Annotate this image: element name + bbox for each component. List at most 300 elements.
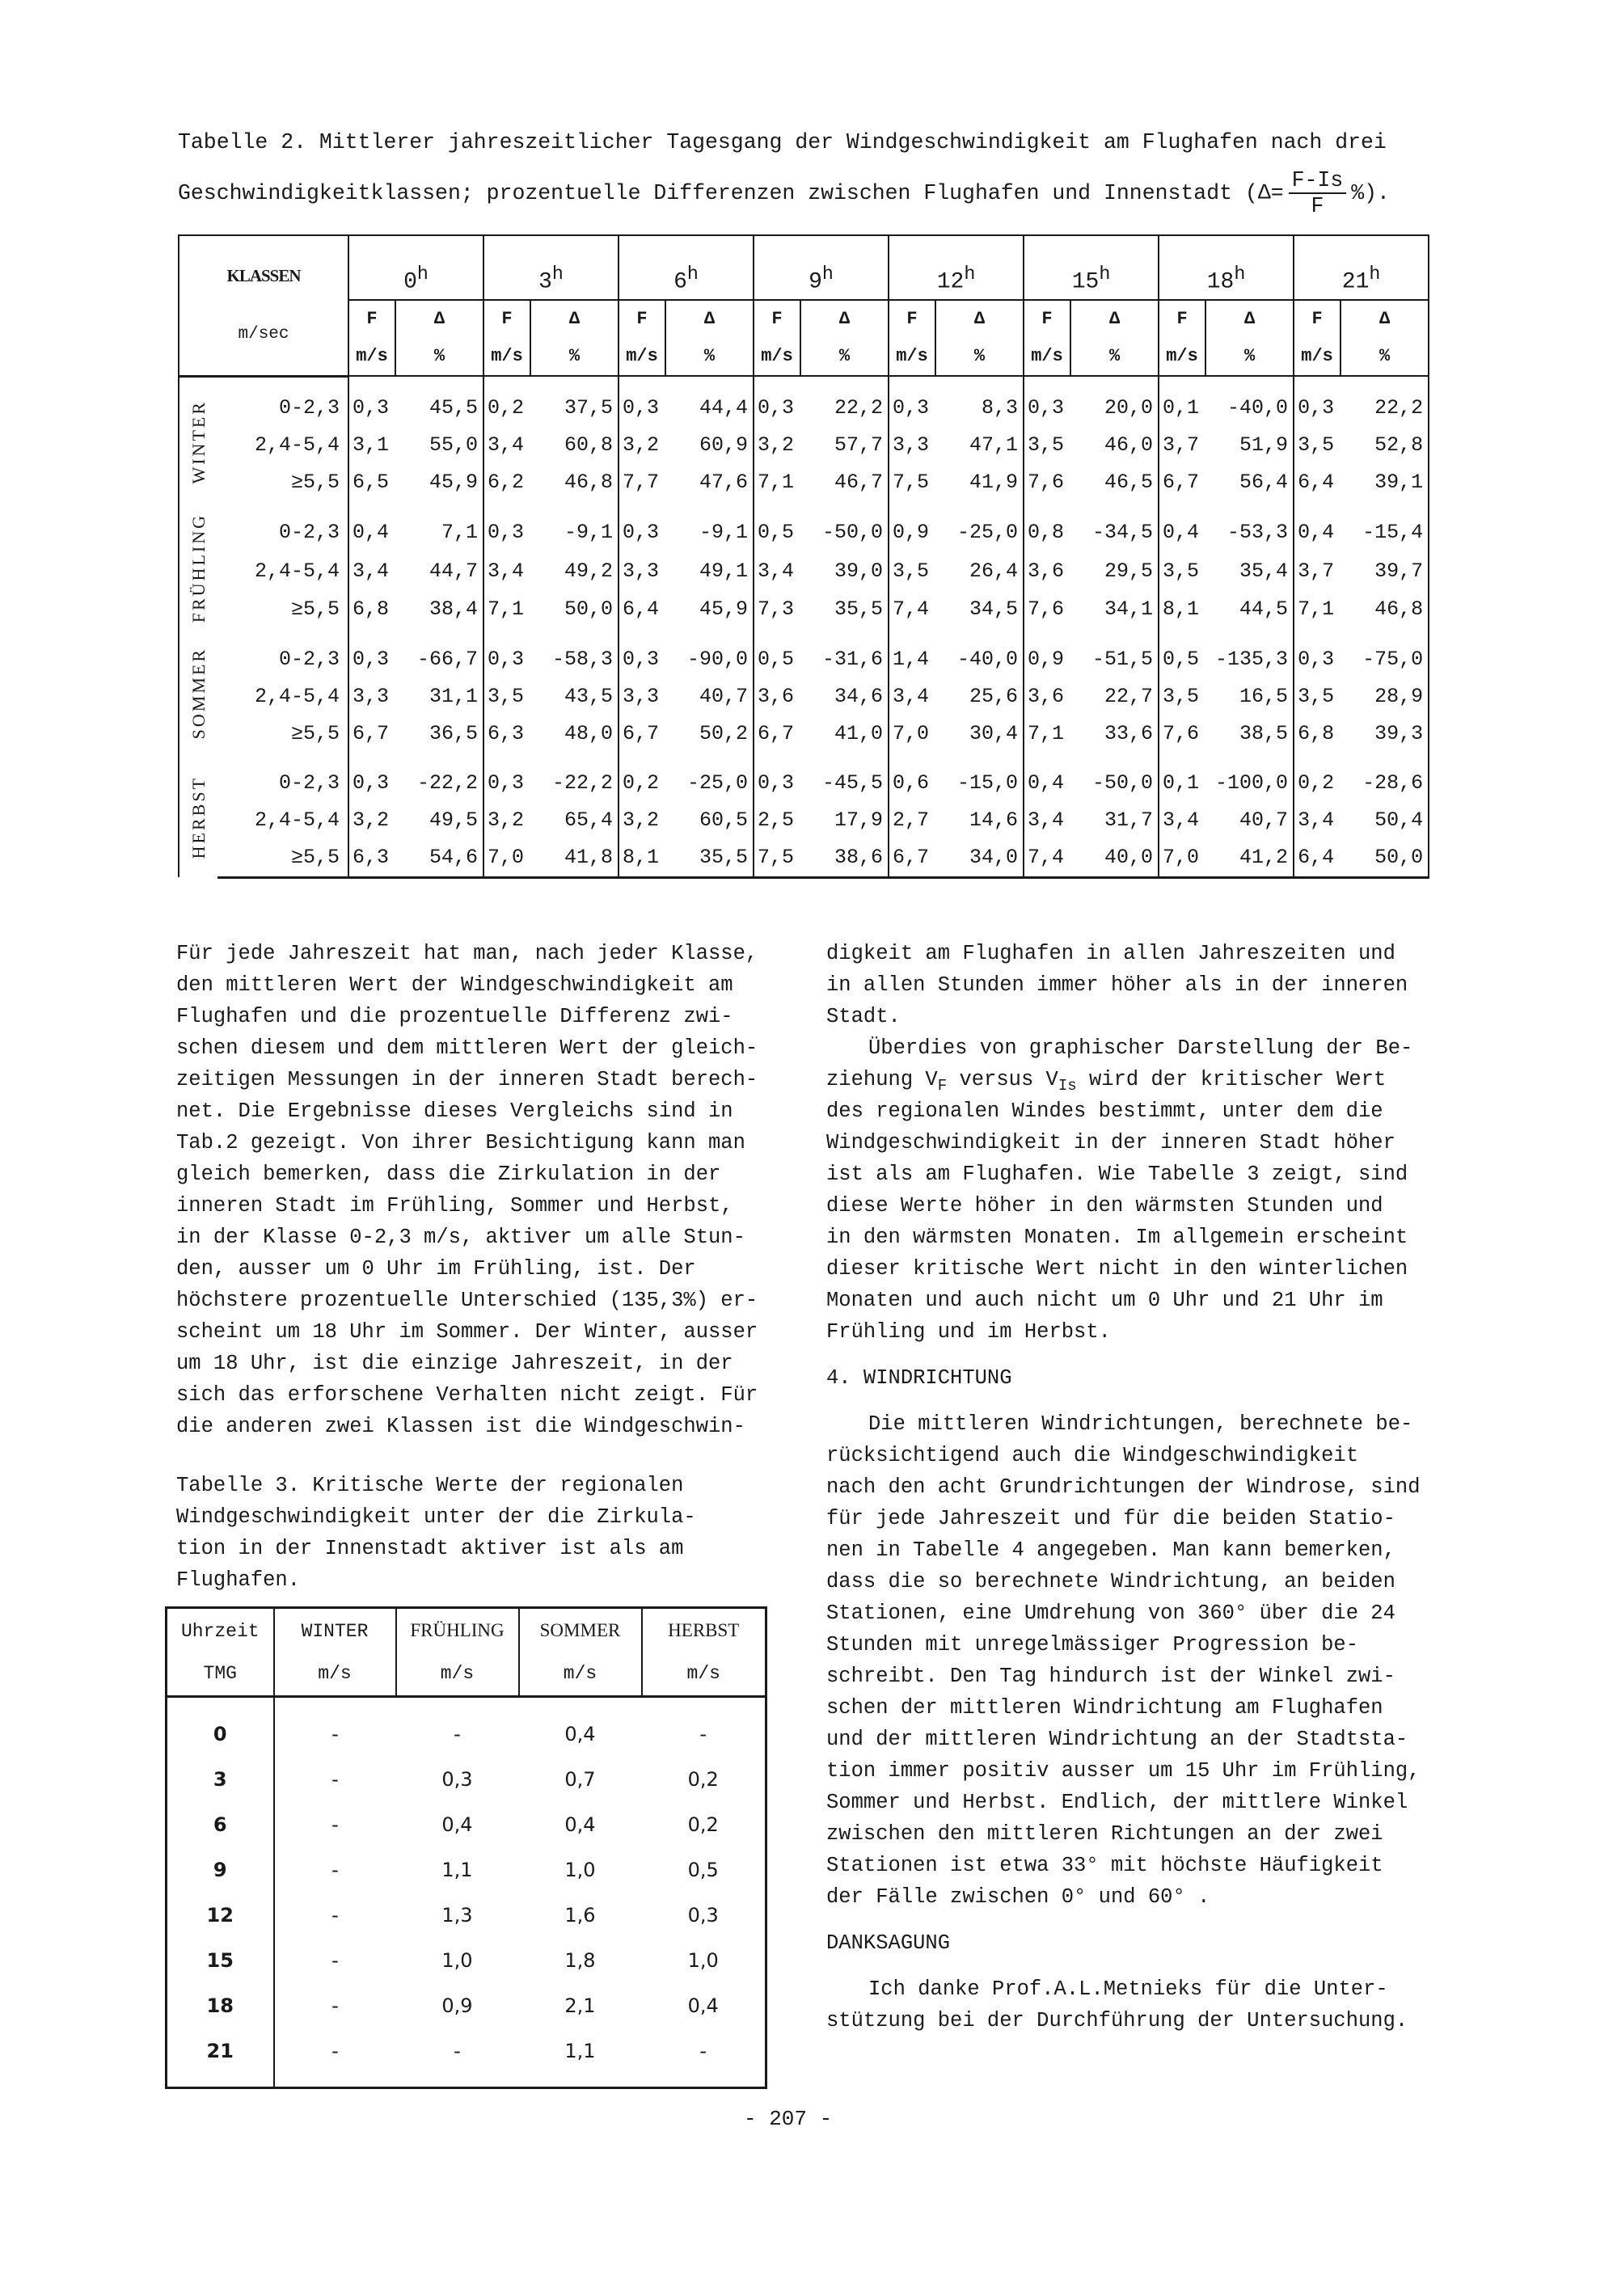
f-value: 7,6	[1159, 715, 1205, 753]
table-row	[167, 1847, 766, 1893]
f-value: 7,5	[754, 839, 800, 878]
f-value: 0,6	[889, 765, 935, 802]
f-value: 0,5	[754, 513, 800, 552]
table-row	[179, 641, 1429, 678]
value-cell: -	[454, 2040, 461, 2062]
f-label: F	[501, 309, 513, 329]
delta-value: 8,3	[982, 396, 1019, 420]
section-heading-windrichtung: 4. WINDRICHTUNG	[826, 1366, 1012, 1390]
delta-value: 31,7	[1104, 808, 1154, 833]
delta-value: 47,1	[969, 433, 1019, 457]
f-label: F	[906, 309, 918, 329]
f-value: 6,7	[348, 715, 395, 753]
season-label: WINTER	[188, 399, 209, 484]
hour-header	[1024, 235, 1159, 300]
text-line: diese Werte höher in den wärmsten Stunden und	[826, 1194, 1383, 1218]
delta-value: 20,0	[1104, 396, 1154, 420]
f-value: 3,4	[1024, 802, 1070, 839]
text-line: Tabelle 3. Kritische Werte der regionalen	[176, 1474, 684, 1497]
table-row	[167, 2028, 766, 2074]
value-cell: 1,1	[441, 1859, 473, 1881]
klasse-cell: ≥5,5	[291, 597, 340, 622]
f-unit: m/s	[896, 346, 928, 366]
f-value: 3,2	[619, 802, 665, 839]
table-row	[167, 1802, 766, 1847]
delta-value: 22,2	[1340, 390, 1429, 427]
delta-label: Δ	[703, 309, 716, 329]
f-value: 7,0	[483, 839, 530, 878]
klasse-cell: 0-2,3	[279, 771, 340, 796]
delta-value: 40,7	[1239, 808, 1289, 833]
value-cell: 1,0	[564, 1859, 596, 1881]
table2-caption-line1: Tabelle 2. Mittlerer jahreszeitlicher Tagesgang der Windgeschwindigkeit am Flughafen nach drei	[178, 130, 1387, 154]
delta-value: 22,7	[1104, 685, 1154, 709]
table2-caption-line2	[178, 168, 1390, 218]
text-line: in den wärmsten Monaten. Im allgemein erscheint	[826, 1226, 1408, 1249]
text-line: gleich bemerken, dass die Zirkulation in der	[176, 1163, 721, 1186]
text-line: den mittleren Wert der Windgeschwindigkeit am	[176, 973, 733, 997]
delta-value: -45,5	[822, 771, 884, 796]
f-value: 3,6	[754, 678, 800, 715]
text-line: des regionalen Windes bestimmt, unter dem die	[826, 1099, 1383, 1123]
delta-label: Δ	[1108, 309, 1121, 329]
delta-value: 35,5	[834, 597, 884, 622]
table3-header	[274, 1608, 396, 1697]
value-cell: -	[331, 1768, 339, 1791]
value-cell: 0,2	[687, 1768, 719, 1791]
f-value: 3,3	[619, 551, 665, 590]
time-cell: 21	[167, 2028, 274, 2074]
delta-formula	[1289, 168, 1347, 218]
value-cell: -	[331, 1904, 339, 1927]
delta-value: -100,0	[1215, 771, 1289, 796]
delta-value: -51,5	[1092, 648, 1154, 672]
delta-value: 48,0	[564, 722, 614, 746]
text-line: Frühling und im Herbst.	[826, 1320, 1111, 1344]
delta-value: 28,9	[1340, 678, 1429, 715]
f-unit: m/s	[1301, 346, 1333, 366]
right-paragraph-3	[826, 1408, 1421, 1913]
f-value: 3,4	[348, 551, 395, 590]
delta-value: 39,3	[1340, 715, 1429, 753]
delta-value: 7,1	[441, 520, 479, 544]
f-value: 6,7	[1159, 464, 1205, 501]
f-value: 0,3	[483, 765, 530, 802]
delta-value: 14,6	[969, 808, 1019, 833]
delta-unit: %	[703, 346, 716, 366]
f-value: 8,1	[619, 839, 665, 878]
table-row	[179, 464, 1429, 501]
f-value: 7,0	[889, 715, 935, 753]
f-value: 6,3	[348, 839, 395, 878]
f-value: 3,6	[1024, 551, 1070, 590]
delta-label: Δ	[433, 309, 445, 329]
delta-value: 65,4	[564, 808, 614, 833]
delta-value: 50,0	[564, 597, 614, 622]
f-value: 3,5	[1159, 678, 1205, 715]
f-value: 0,3	[619, 641, 665, 678]
text-line: dass die so berechnete Windrichtung, an beiden	[826, 1570, 1395, 1593]
f-value: 6,8	[1294, 715, 1340, 753]
table2-wind-speed	[178, 234, 1429, 879]
delta-value: 41,2	[1205, 839, 1294, 878]
f-value: 0,2	[619, 765, 665, 802]
f-value: 6,7	[889, 839, 935, 878]
delta-value: 50,0	[1340, 839, 1429, 878]
value-cell: 1,1	[564, 2040, 596, 2062]
season-label-cell	[179, 513, 217, 629]
f-value: 0,3	[348, 641, 395, 678]
text-line: Die mittleren Windrichtungen, berechnete be-	[868, 1412, 1413, 1436]
value-cell: 0,4	[564, 1723, 596, 1745]
time-cell: 15	[167, 1938, 274, 1983]
delta-label: Δ	[838, 309, 851, 329]
hour-value: 18	[1206, 269, 1235, 294]
f-unit: m/s	[491, 346, 523, 366]
f-value: 0,3	[619, 513, 665, 552]
delta-value: -25,0	[957, 520, 1019, 544]
delta-value: 49,5	[429, 808, 479, 833]
hour-header	[1294, 235, 1429, 300]
hour-value: 9	[808, 269, 822, 294]
header-bottom: m/s	[563, 1663, 597, 1684]
delta-value: -40,0	[957, 648, 1019, 672]
table-row	[167, 1757, 766, 1802]
f-unit: m/s	[1031, 346, 1063, 366]
hour-header	[1159, 235, 1294, 300]
delta-value: 30,4	[969, 722, 1019, 746]
delta-value: 49,2	[564, 559, 614, 583]
value-cell: -	[699, 1723, 707, 1745]
delta-value: 26,4	[969, 559, 1019, 583]
delta-value: 39,7	[1340, 551, 1429, 590]
text-line: nen in Tabelle 4 angegeben. Man kann bemerken,	[826, 1538, 1395, 1562]
delta-value: 46,5	[1104, 471, 1154, 494]
delta-value: 55,0	[429, 433, 479, 457]
table2-caption-text: Geschwindigkeitklassen; prozentuelle Differenzen zwischen Flughafen und Innenstadt (Δ=	[178, 181, 1284, 205]
delta-unit: %	[568, 346, 581, 366]
text-line: ist als am Flughafen. Wie Tabelle 3 zeigt, sind	[826, 1163, 1408, 1186]
f-value: 3,5	[1294, 427, 1340, 464]
hour-header	[348, 235, 483, 300]
delta-unit: %	[433, 346, 445, 366]
text-line: zwischen den mittleren Richtungen an der zwei	[826, 1822, 1383, 1846]
text-line: Windgeschwindigkeit in der inneren Stadt höher	[826, 1131, 1395, 1154]
f-unit: m/s	[761, 346, 793, 366]
value-cell: -	[331, 1813, 339, 1836]
klasse-cell: 2,4-5,4	[254, 808, 340, 833]
f-value: 3,3	[889, 427, 935, 464]
f-value: 1,4	[889, 641, 935, 678]
page-number: - 207 -	[744, 2107, 833, 2131]
table-row	[179, 551, 1429, 590]
text-line: den, ausser um 0 Uhr im Frühling, ist. Der	[176, 1257, 696, 1281]
hour-sup: h	[1099, 264, 1111, 285]
text-line: schen der mittleren Windrichtung am Flughafen	[826, 1696, 1383, 1720]
value-cell: 0,4	[564, 1813, 596, 1836]
time-cell: 12	[167, 1893, 274, 1938]
f-value: 0,5	[754, 641, 800, 678]
delta-value: -22,2	[552, 771, 614, 796]
delta-subheader	[935, 300, 1024, 376]
f-value: 7,4	[889, 590, 935, 629]
f-value: 6,4	[619, 590, 665, 629]
table-row	[179, 715, 1429, 753]
right-paragraph-2-vline	[826, 1064, 1421, 1095]
f-subheader	[1294, 300, 1340, 376]
value-cell: 0,4	[441, 1813, 473, 1836]
text-line: scheint um 18 Uhr im Sommer. Der Winter, ausser	[176, 1320, 758, 1344]
text-line: in allen Stunden immer höher als in der inneren	[826, 973, 1408, 997]
delta-value: 39,0	[834, 559, 884, 583]
f-value: 6,4	[1294, 464, 1340, 501]
f-value: 3,2	[754, 427, 800, 464]
delta-value: 29,5	[1104, 559, 1154, 583]
text-line: sich das erforschene Verhalten nicht zeigt. Für	[176, 1383, 758, 1407]
delta-unit: %	[1243, 346, 1256, 366]
hour-header	[754, 235, 889, 300]
delta-value: 57,7	[834, 433, 884, 457]
f-subheader	[1024, 300, 1070, 376]
f-label: F	[1041, 309, 1053, 329]
right-paragraph-2-first-line: Überdies von graphischer Darstellung der Be-	[868, 1036, 1413, 1060]
delta-value: 60,9	[699, 433, 749, 457]
time-cell: 18	[167, 1983, 274, 2028]
f-value: 3,4	[889, 678, 935, 715]
text-line: Ich danke Prof.A.L.Metnieks für die Unter-	[868, 1977, 1388, 2001]
f-value: 7,1	[754, 464, 800, 501]
f-value: 0,8	[1024, 513, 1070, 552]
delta-value: 46,0	[1104, 433, 1154, 457]
delta-value: 36,5	[429, 722, 479, 746]
delta-value: 16,5	[1239, 685, 1289, 709]
f-value: 0,1	[1159, 390, 1205, 427]
f-unit: m/s	[1166, 346, 1198, 366]
text: wird der kritischer Wert	[1076, 1068, 1387, 1091]
delta-value: 37,5	[564, 396, 614, 420]
delta-value: -90,0	[687, 648, 749, 672]
delta-subheader	[395, 300, 483, 376]
f-value: 3,7	[1159, 427, 1205, 464]
f-value: 0,3	[619, 390, 665, 427]
time-cell: 6	[167, 1802, 274, 1847]
f-value: 7,5	[889, 464, 935, 501]
table-row	[179, 513, 1429, 552]
delta-value: -9,1	[564, 520, 614, 544]
f-unit: m/s	[626, 346, 658, 366]
value-cell: -	[699, 2040, 707, 2062]
hour-header	[619, 235, 754, 300]
season-label: HERBST	[188, 776, 209, 859]
delta-value: -15,0	[957, 771, 1019, 796]
f-value: 0,4	[1294, 513, 1340, 552]
f-value: 0,3	[754, 390, 800, 427]
f-value: 3,2	[619, 427, 665, 464]
f-value: 3,4	[483, 551, 530, 590]
klasse-cell: 2,4-5,4	[254, 433, 340, 457]
delta-value: 34,5	[969, 597, 1019, 622]
delta-unit: %	[973, 346, 986, 366]
f-value: 6,3	[483, 715, 530, 753]
table-row	[167, 1893, 766, 1938]
delta-value: 44,5	[1239, 597, 1289, 622]
f-value: 7,1	[483, 590, 530, 629]
delta-value: 44,4	[699, 396, 749, 420]
klasse-cell: ≥5,5	[217, 839, 348, 878]
delta-value: 41,9	[969, 471, 1019, 494]
delta-subheader	[1340, 300, 1429, 376]
f-value: 3,5	[1024, 427, 1070, 464]
text-line: rücksichtigend auch die Windgeschwindigkeit	[826, 1444, 1359, 1467]
right-column	[826, 938, 1421, 2036]
delta-unit: %	[1108, 346, 1121, 366]
f-value: 3,1	[348, 427, 395, 464]
delta-value: 52,8	[1340, 427, 1429, 464]
delta-value: 40,7	[699, 685, 749, 709]
klassen-label: KLASSEN	[226, 266, 301, 286]
delta-value: 45,9	[699, 597, 749, 622]
f-value: 0,9	[1024, 641, 1070, 678]
delta-value: 34,1	[1104, 597, 1154, 622]
table3-caption	[176, 1470, 696, 1596]
f-label: F	[1176, 309, 1188, 329]
f-value: 0,3	[889, 390, 935, 427]
season-label-cell	[179, 765, 217, 878]
f-value: 0,2	[1294, 765, 1340, 802]
delta-value: 34,0	[935, 839, 1024, 878]
table-row	[179, 427, 1429, 464]
text-line: Windgeschwindigkeit unter der die Zirkula-	[176, 1505, 696, 1529]
delta-value: -31,6	[822, 648, 884, 672]
delta-value: -28,6	[1340, 765, 1429, 802]
f-value: 3,4	[1159, 802, 1205, 839]
delta-subheader	[800, 300, 889, 376]
table3-header	[396, 1608, 519, 1697]
delta-value: 35,5	[665, 839, 754, 878]
season-label: SOMMER	[188, 648, 209, 740]
delta-subheader	[530, 300, 619, 376]
f-value: 6,7	[754, 715, 800, 753]
left-paragraph-1	[176, 938, 758, 1442]
f-value: 6,8	[348, 590, 395, 629]
hour-header	[483, 235, 619, 300]
delta-unit: %	[1378, 346, 1391, 366]
delta-value: -22,2	[417, 771, 479, 796]
header-top: WINTER	[301, 1620, 369, 1642]
value-cell: -	[454, 1723, 461, 1745]
delta-value: 33,6	[1104, 722, 1154, 746]
value-cell: 1,0	[687, 1949, 719, 1972]
hour-sup: h	[551, 264, 564, 285]
text-line: inneren Stadt im Frühling, Sommer und Herbst,	[176, 1194, 733, 1218]
text-line: Für jede Jahreszeit hat man, nach jeder Klasse,	[176, 942, 758, 965]
text-line: der Fälle zwischen 0° und 60° .	[826, 1885, 1210, 1909]
text-line: schreibt. Den Tag hindurch ist der Winkel zwi-	[826, 1665, 1395, 1688]
klasse-cell: 2,4-5,4	[254, 559, 340, 583]
f-value: 3,7	[1294, 551, 1340, 590]
hour-value: 12	[936, 269, 965, 294]
header-top: FRÜHLING	[410, 1620, 505, 1640]
time-cell: 9	[167, 1847, 274, 1893]
text-line: und der mittleren Windrichtung an der Stadtsta-	[826, 1728, 1408, 1751]
delta-label: Δ	[1243, 309, 1256, 329]
f-value: 0,3	[483, 513, 530, 552]
value-cell: 0,9	[441, 1994, 473, 2017]
f-value: 7,6	[1024, 590, 1070, 629]
f-value: 3,3	[348, 678, 395, 715]
f-value: 3,2	[348, 802, 395, 839]
f-value: 7,1	[1294, 590, 1340, 629]
f-value: 2,7	[889, 802, 935, 839]
text-line: net. Die Ergebnisse dieses Vergleichs sind in	[176, 1099, 733, 1123]
f-value: 7,7	[619, 464, 665, 501]
value-cell: 1,3	[441, 1904, 473, 1927]
delta-value: -25,0	[687, 771, 749, 796]
subscript-f: F	[937, 1077, 948, 1095]
delta-value: 46,8	[1340, 590, 1429, 629]
klasse-cell: ≥5,5	[291, 471, 340, 494]
delta-value: 43,5	[564, 685, 614, 709]
table-row	[167, 1938, 766, 1983]
season-label-cell	[179, 390, 217, 501]
time-cell: 0	[167, 1697, 274, 1758]
delta-value: 60,5	[699, 808, 749, 833]
value-cell: 1,8	[564, 1949, 596, 1972]
delta-value: 51,9	[1239, 433, 1289, 457]
text-line: Stadt.	[826, 1005, 901, 1028]
delta-value: 35,4	[1239, 559, 1289, 583]
value-cell: 0,3	[687, 1904, 719, 1927]
delta-value: -50,0	[1092, 771, 1154, 796]
text-line: zeitigen Messungen in der inneren Stadt berech-	[176, 1068, 758, 1091]
f-subheader	[889, 300, 935, 376]
f-subheader	[483, 300, 530, 376]
text-line: tion in der Innenstadt aktiver ist als am	[176, 1537, 684, 1560]
text-line: die anderen zwei Klassen ist die Windgeschwin-	[176, 1415, 745, 1438]
formula-denominator: F	[1311, 194, 1324, 218]
f-value: 0,3	[1024, 390, 1070, 427]
f-value: 0,4	[348, 513, 395, 552]
formula-numerator: F-Is	[1289, 168, 1347, 194]
table-row	[179, 839, 1429, 878]
hour-header	[889, 235, 1024, 300]
f-value: 3,4	[1294, 802, 1340, 839]
delta-value: 39,1	[1340, 464, 1429, 501]
table3-header	[519, 1608, 642, 1697]
delta-label: Δ	[973, 309, 986, 329]
f-value: 3,5	[889, 551, 935, 590]
hour-sup: h	[416, 264, 429, 285]
f-value: 2,5	[754, 802, 800, 839]
delta-value: 31,1	[429, 685, 479, 709]
f-value: 6,7	[619, 715, 665, 753]
text-line: schen diesem und dem mittleren Wert der gleich-	[176, 1036, 758, 1060]
f-value: 7,0	[1159, 839, 1205, 878]
table-row	[167, 1697, 766, 1758]
delta-value: 40,0	[1070, 839, 1159, 878]
f-value: 3,6	[1024, 678, 1070, 715]
f-value: 0,5	[1159, 641, 1205, 678]
subscript-is: Is	[1058, 1077, 1077, 1095]
table-row	[179, 590, 1429, 629]
delta-value: 34,6	[834, 685, 884, 709]
season-label-cell	[179, 641, 217, 753]
value-cell: 0,4	[687, 1994, 719, 2017]
f-value: 7,6	[1024, 464, 1070, 501]
delta-value: 38,5	[1239, 722, 1289, 746]
text-line: Stationen ist etwa 33° mit höchste Häufigkeit	[826, 1854, 1383, 1877]
f-value: 3,3	[619, 678, 665, 715]
